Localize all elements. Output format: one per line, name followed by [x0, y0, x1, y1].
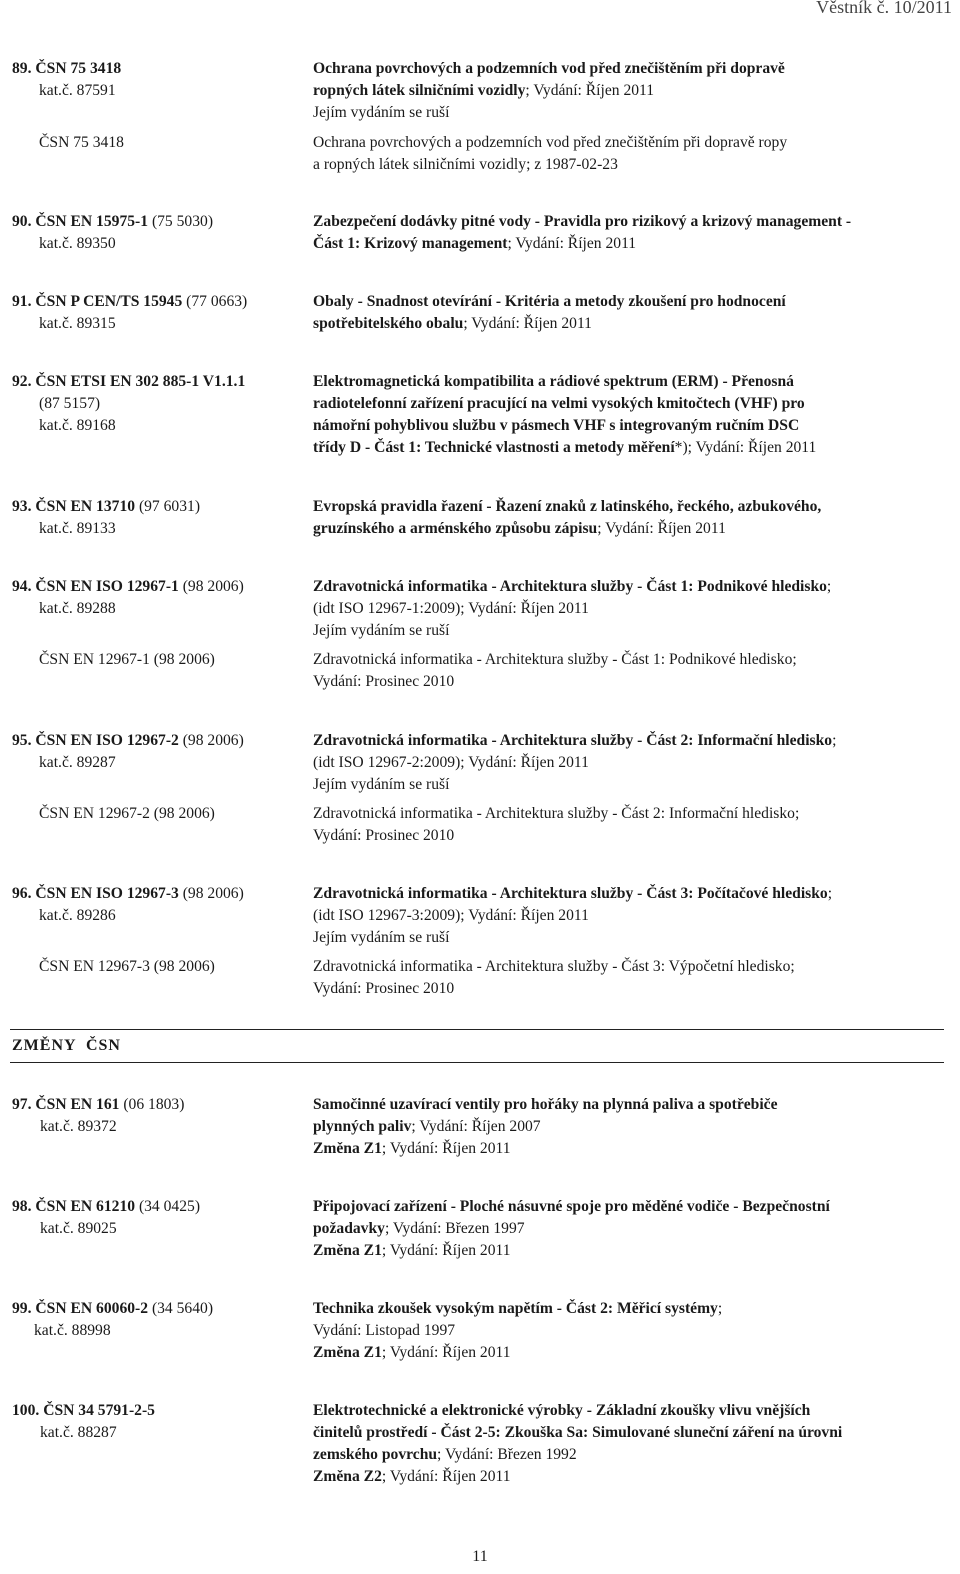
entry-title: Elektromagnetická kompatibilita a rádiové spektrum (ERM) - Přenosná [313, 373, 794, 390]
catalog-number: kat.č. 89287 [39, 754, 116, 771]
catalog-number: kat.č. 89288 [39, 600, 116, 617]
entry-title: Evropská pravidla řazení - Řazení znaků z latinského, řeckého, azbukového, [313, 498, 822, 515]
entry-number-code: 95. ČSN EN ISO 12967-2 (98 2006) [12, 732, 244, 749]
replaced-standard: ČSN EN 12967-3 (98 2006) [39, 958, 215, 975]
entry-title: Zabezpečení dodávky pitné vody - Pravidla pro rizikový a krizový management - [313, 213, 852, 230]
catalog-number: kat.č. 89350 [39, 235, 116, 252]
entry-title: Technika zkoušek vysokým napětím - Část 2: Měřicí systémy; [313, 1300, 723, 1317]
entry-title: Samočinné uzavírací ventily pro hořáky na plynná paliva a spotřebiče [313, 1096, 778, 1113]
catalog-number: kat.č. 89286 [39, 907, 116, 924]
catalog-number: kat.č. 89025 [40, 1220, 117, 1237]
section-divider-top [10, 1029, 944, 1030]
page-number: 11 [472, 1548, 488, 1565]
entry-number-code: 97. ČSN EN 161 (06 1803) [12, 1096, 185, 1113]
entry-number-code: 100. ČSN 34 5791-2-5 [12, 1402, 155, 1419]
entry-89: 89. ČSN 75 3418 Ochrana povrchových a podzemních vod před znečištěním při dopravě kat.č. 87591 ropných látek silničními vozidly; Vydání: Říjen 2011 Jejím vydáním se ruší ČSN 75 3418 Ochrana povrchových a podzemních vod před znečištěním při dopravě ropy a ropných látek silničními vozidly; z 1987-02-23 [12, 60, 788, 173]
replaces-note: Jejím vydáním se ruší [313, 622, 450, 639]
catalog-number: kat.č. 89133 [39, 520, 116, 537]
replaces-note: Jejím vydáním se ruší [313, 104, 450, 121]
amendment: Změna Z1; Vydání: Říjen 2011 [313, 1242, 511, 1259]
entry-number-code: 93. ČSN EN 13710 (97 6031) [12, 498, 201, 515]
entry-100: 100. ČSN 34 5791-2-5 Elektrotechnické a elektronické výrobky - Základní zkoušky vlivu vnějších kat.č. 88287 činitelů prostředí - Část 2-5: Zkouška Sa: Simulované sluneční záření na úrovni zemského povrchu; Vydání: Březen 1992 Změna Z2; Vydání: Říjen 2011 [0, 1400, 960, 1488]
entry-number-code: 99. ČSN EN 60060-2 (34 5640) [12, 1300, 214, 1317]
catalog-number: kat.č. 89372 [40, 1118, 117, 1135]
entry-title: Zdravotnická informatika - Architektura služby - Část 2: Informační hledisko; [313, 732, 837, 749]
bulletin-header: Věstník č. 10/2011 [816, 0, 952, 17]
entry-number-code: 89. ČSN 75 3418 [12, 60, 122, 77]
entry-title: Zdravotnická informatika - Architektura služby - Část 3: Počítačové hledisko; [313, 885, 833, 902]
entry-92: 92. ČSN ETSI EN 302 885-1 V1.1.1 Elektromagnetická kompatibilita a rádiové spektrum (ERM) - Přenosná (87 5157) radiotelefonní zařízení pracující na velmi vysokých kmitočtech (VHF) pro kat.č. 89168 námořní pohyblivou službu v pásmech VHF s integrovaným ručním DSC třídy D - Část 1: Technické vlastnosti a metody měření*); Vydání: Říjen 2011 [12, 373, 817, 456]
replaces-note: Jejím vydáním se ruší [313, 929, 450, 946]
catalog-number: kat.č. 88998 [34, 1322, 111, 1339]
entry-number-code: 96. ČSN EN ISO 12967-3 (98 2006) [12, 885, 244, 902]
section-divider-bottom [10, 1062, 944, 1063]
entry-title: Připojovací zařízení - Ploché násuvné spoje pro měděné vodiče - Bezpečnostní [313, 1198, 830, 1215]
entry-title: Zdravotnická informatika - Architektura služby - Část 1: Podnikové hledisko; [313, 578, 832, 595]
entry-title: Elektrotechnické a elektronické výrobky - Základní zkoušky vlivu vnějších [313, 1402, 811, 1419]
section-title: ZMĚNY ČSN [12, 1037, 121, 1054]
entry-99: 99. ČSN EN 60060-2 (34 5640) Technika zkoušek vysokým napětím - Část 2: Měřicí systémy; kat.č. 88998 Vydání: Listopad 1997 Změna Z1; Vydání: Říjen 2011 [0, 1298, 960, 1364]
catalog-number: kat.č. 87591 [39, 82, 116, 99]
entry-97: 97. ČSN EN 161 (06 1803) Samočinné uzavírací ventily pro hořáky na plynná paliva a spotřebiče kat.č. 89372 plynných paliv; Vydání: Říjen 2007 Změna Z1; Vydání: Říjen 2011 [0, 1094, 960, 1160]
entry-94: 94. ČSN EN ISO 12967-1 (98 2006) Zdravotnická informatika - Architektura služby - Část 1: Podnikové hledisko; kat.č. 89288 (idt ISO 12967-1:2009); Vydání: Říjen 2011 Jejím vydáním se ruší ČSN EN 12967-1 (98 2006) Zdravotnická informatika - Architektura služby - Část 1: Podnikové hledisko; Vydání: Prosinec 2010 [12, 578, 832, 690]
entry-96: 96. ČSN EN ISO 12967-3 (98 2006) Zdravotnická informatika - Architektura služby - Část 3: Počítačové hledisko; kat.č. 89286 (idt ISO 12967-3:2009); Vydání: Říjen 2011 Jejím vydáním se ruší ČSN EN 12967-3 (98 2006) Zdravotnická informatika - Architektura služby - Část 3: Výpočetní hledisko; Vydání: Prosinec 2010 [12, 885, 833, 997]
replaces-note: Jejím vydáním se ruší [313, 776, 450, 793]
amendment: Změna Z1; Vydání: Říjen 2011 [313, 1140, 511, 1157]
entry-number-code: 90. ČSN EN 15975-1 (75 5030) [12, 213, 214, 230]
entry-95: 95. ČSN EN ISO 12967-2 (98 2006) Zdravotnická informatika - Architektura služby - Část 2: Informační hledisko; kat.č. 89287 (idt ISO 12967-2:2009); Vydání: Říjen 2011 Jejím vydáním se ruší ČSN EN 12967-2 (98 2006) Zdravotnická informatika - Architektura služby - Část 2: Informační hledisko; Vydání: Prosinec 2010 [12, 732, 837, 844]
catalog-number: kat.č. 89168 [39, 417, 116, 434]
entry-90: 90. ČSN EN 15975-1 (75 5030) Zabezpečení dodávky pitné vody - Pravidla pro rizikový a krizový management - kat.č. 89350 Část 1: Krizový management; Vydání: Říjen 2011 [0, 211, 960, 255]
entry-93: 93. ČSN EN 13710 (97 6031) Evropská pravidla řazení - Řazení znaků z latinského, řeckého, azbukového, kat.č. 89133 gruzínského a arménského způsobu zápisu; Vydání: Říjen 2011 [0, 496, 960, 540]
amendment: Změna Z2; Vydání: Říjen 2011 [313, 1468, 511, 1485]
catalog-number: kat.č. 88287 [40, 1424, 117, 1441]
entry-title: Obaly - Snadnost otevírání - Kritéria a metody zkoušení pro hodnocení [313, 293, 786, 310]
entry-98: 98. ČSN EN 61210 (34 0425) Připojovací zařízení - Ploché násuvné spoje pro měděné vodiče - Bezpečnostní kat.č. 89025 požadavky; Vydání: Březen 1997 Změna Z1; Vydání: Říjen 2011 [0, 1196, 960, 1262]
entry-number-code: 94. ČSN EN ISO 12967-1 (98 2006) [12, 578, 244, 595]
replaced-standard: ČSN EN 12967-1 (98 2006) [39, 651, 215, 668]
entry-number-code: 91. ČSN P CEN/TS 15945 (77 0663) [12, 293, 248, 310]
amendment: Změna Z1; Vydání: Říjen 2011 [313, 1344, 511, 1361]
entry-number-code: 98. ČSN EN 61210 (34 0425) [12, 1198, 201, 1215]
class-code: (87 5157) [39, 395, 101, 412]
entry-number-code: 92. ČSN ETSI EN 302 885-1 V1.1.1 [12, 373, 246, 390]
catalog-number: kat.č. 89315 [39, 315, 116, 332]
replaced-standard: ČSN EN 12967-2 (98 2006) [39, 805, 215, 822]
entry-title: Ochrana povrchových a podzemních vod před znečištěním při dopravě [313, 60, 785, 77]
entry-91: 91. ČSN P CEN/TS 15945 (77 0663) Obaly - Snadnost otevírání - Kritéria a metody zkoušení pro hodnocení kat.č. 89315 spotřebitelského obalu; Vydání: Říjen 2011 [0, 291, 960, 335]
replaced-standard: ČSN 75 3418 [39, 134, 124, 151]
